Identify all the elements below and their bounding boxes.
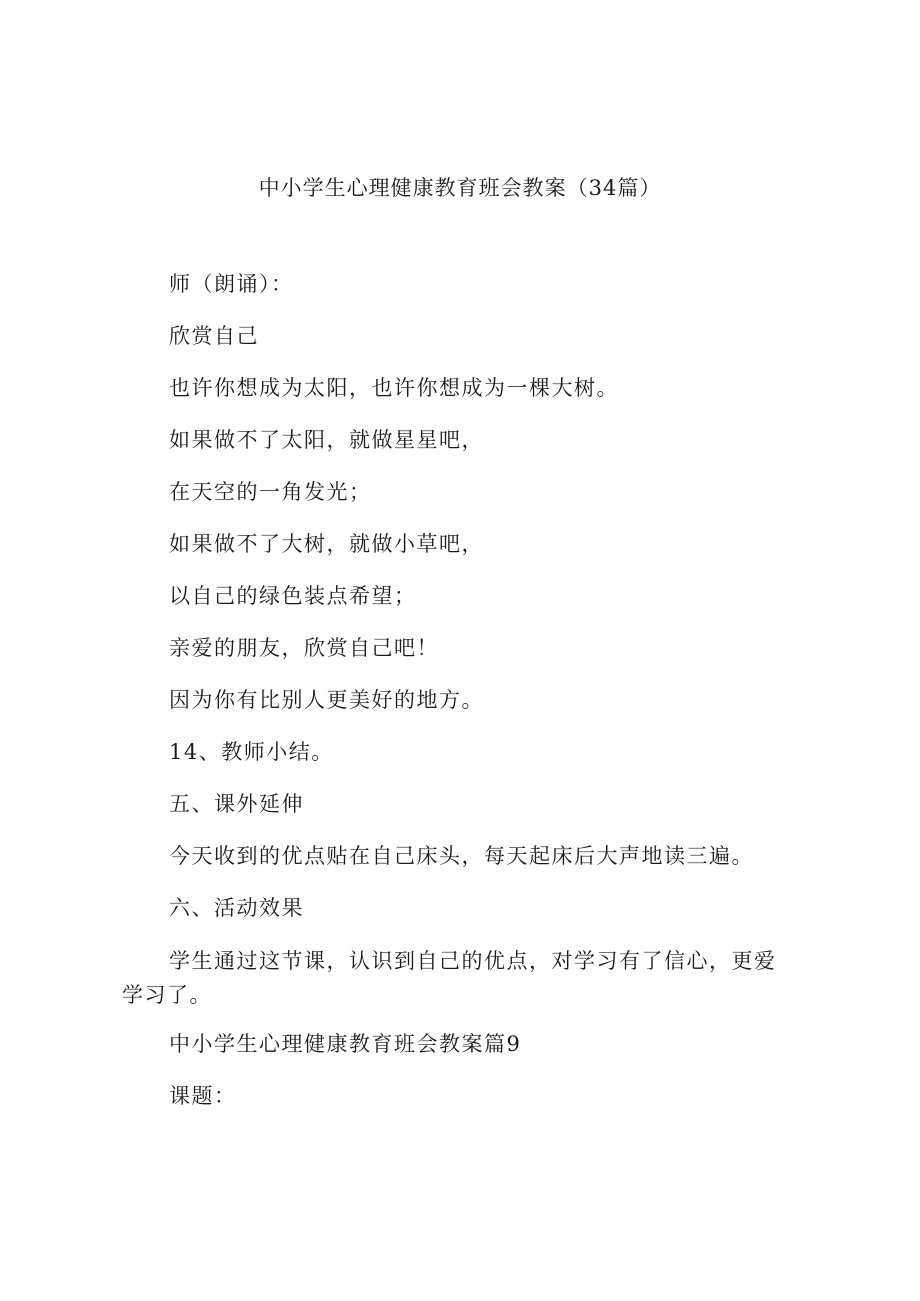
paragraph: 以自己的绿色装点希望； bbox=[169, 584, 417, 608]
paragraph: 中小学生心理健康教育班会教案篇9 bbox=[169, 1032, 522, 1056]
document-body bbox=[122, 268, 798, 1132]
paragraph: 亲爱的朋友，欣赏自己吧！ bbox=[169, 636, 439, 660]
paragraph: 14、教师小结。 bbox=[169, 740, 334, 764]
paragraph: 也许你想成为太阳，也许你想成为一棵大树。 bbox=[169, 376, 619, 400]
paragraph: 在天空的一角发光； bbox=[169, 480, 372, 504]
paragraph: 今天收到的优点贴在自己床头，每天起床后大声地读三遍。 bbox=[169, 844, 754, 868]
paragraph: 课题： bbox=[169, 1084, 237, 1108]
paragraph: 五、课外延伸 bbox=[169, 792, 304, 816]
paragraph: 欣赏自己 bbox=[169, 324, 259, 348]
document-title: 中小学生心理健康教育班会教案（34篇） bbox=[258, 176, 662, 200]
paragraph: 学生通过这节课，认识到自己的优点，对学习有了信心，更爱学习了。 bbox=[122, 949, 777, 1007]
paragraph: 六、活动效果 bbox=[169, 896, 304, 920]
paragraph: 师（朗诵）： bbox=[169, 272, 294, 296]
paragraph: 因为你有比别人更美好的地方。 bbox=[169, 688, 484, 712]
paragraph: 如果做不了大树，就做小草吧， bbox=[169, 532, 484, 556]
paragraph: 如果做不了太阳，就做星星吧， bbox=[169, 428, 484, 452]
